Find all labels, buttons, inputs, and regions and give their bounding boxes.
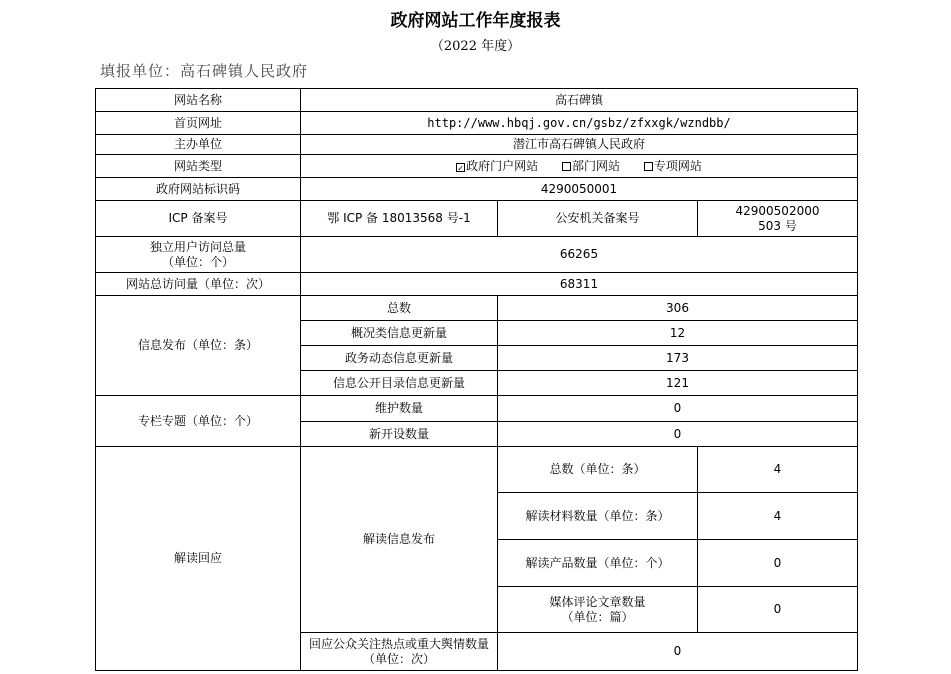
columns-item-label: 新开设数量 — [301, 422, 498, 447]
interpretation-item-label: 解读材料数量（单位：条） — [498, 493, 698, 540]
table-row — [96, 112, 858, 135]
site-code-label: 政府网站标识码 — [96, 178, 301, 201]
report-title: 政府网站工作年度报表 — [390, 11, 561, 31]
icp-label: ICP 备案号 — [96, 201, 301, 237]
interpretation-item-label: 总数（单位：条） — [498, 447, 698, 493]
checkbox-checked-icon[interactable]: ✓ — [457, 163, 464, 173]
info-publish-item-label: 信息公开目录信息更新量 — [301, 371, 498, 396]
reporting-unit: 填报单位：高石碑镇人民政府 — [100, 62, 309, 80]
info-publish-item-label: 政务动态信息更新量 — [301, 346, 498, 371]
table-row — [96, 135, 858, 155]
report-table — [95, 88, 858, 671]
table-row — [96, 155, 858, 178]
site-name-label: 网站名称 — [96, 89, 301, 112]
info-publish-label: 信息发布（单位：条） — [96, 296, 301, 396]
hotspot-label: 回应公众关注热点或重大舆情数量 （单位：次） — [301, 633, 498, 671]
unique-visitors-value: 66265 — [301, 237, 858, 273]
total-visits-value: 68311 — [301, 273, 858, 296]
site-name-value: 高石碑镇 — [301, 89, 858, 112]
sponsor-label: 主办单位 — [96, 135, 301, 155]
info-publish-item-value: 173 — [498, 346, 858, 371]
homepage-label: 首页网址 — [96, 112, 301, 135]
police-record-label: 公安机关备案号 — [498, 201, 698, 237]
info-publish-item-value: 121 — [498, 371, 858, 396]
table-row — [96, 447, 858, 493]
unique-visitors-label: 独立用户访问总量 （单位：个） — [96, 237, 301, 273]
hotspot-value: 0 — [498, 633, 858, 671]
info-publish-item-label: 总数 — [301, 296, 498, 321]
interpretation-item-label: 媒体评论文章数量 （单位：篇） — [498, 587, 698, 633]
homepage-url[interactable]: http://www.hbqj.gov.cn/gsbz/zfxxgk/wzndbb/ — [301, 112, 858, 135]
police-record-value: 42900502000 503 号 — [698, 201, 858, 237]
site-type-option-portal[interactable]: ✓ 政府门户网站 — [457, 158, 539, 173]
site-type-label: 网站类型 — [96, 155, 301, 178]
total-visits-label: 网站总访问量（单位：次） — [96, 273, 301, 296]
interpretation-item-label: 解读产品数量（单位：个） — [498, 540, 698, 587]
table-row — [96, 178, 858, 201]
table-row — [96, 396, 858, 422]
columns-label: 专栏专题（单位：个） — [96, 396, 301, 447]
site-type-options — [301, 155, 858, 178]
checkbox-icon[interactable] — [562, 162, 571, 171]
table-row — [96, 296, 858, 321]
site-type-option-department[interactable]: 部门网站 — [562, 159, 620, 173]
interpretation-item-value: 4 — [698, 493, 858, 540]
interpretation-sub-label: 解读信息发布 — [301, 447, 498, 633]
site-type-option-special[interactable]: 专项网站 — [644, 159, 702, 173]
table-row — [96, 273, 858, 296]
interpretation-item-value: 4 — [698, 447, 858, 493]
site-code-value: 4290050001 — [301, 178, 858, 201]
interpretation-item-value: 0 — [698, 540, 858, 587]
icp-value: 鄂 ICP 备 18013568 号-1 — [301, 201, 498, 237]
interpretation-item-value: 0 — [698, 587, 858, 633]
report-year: （2022 年度） — [430, 39, 521, 54]
info-publish-item-label: 概况类信息更新量 — [301, 321, 498, 346]
columns-item-value: 0 — [498, 422, 858, 447]
sponsor-value: 潜江市高石碑镇人民政府 — [301, 135, 858, 155]
table-row — [96, 201, 858, 237]
info-publish-item-value: 12 — [498, 321, 858, 346]
interpretation-label: 解读回应 — [96, 447, 301, 671]
table-row — [96, 237, 858, 273]
table-row — [96, 89, 858, 112]
columns-item-label: 维护数量 — [301, 396, 498, 422]
info-publish-item-value: 306 — [498, 296, 858, 321]
checkbox-icon[interactable] — [644, 162, 653, 171]
columns-item-value: 0 — [498, 396, 858, 422]
